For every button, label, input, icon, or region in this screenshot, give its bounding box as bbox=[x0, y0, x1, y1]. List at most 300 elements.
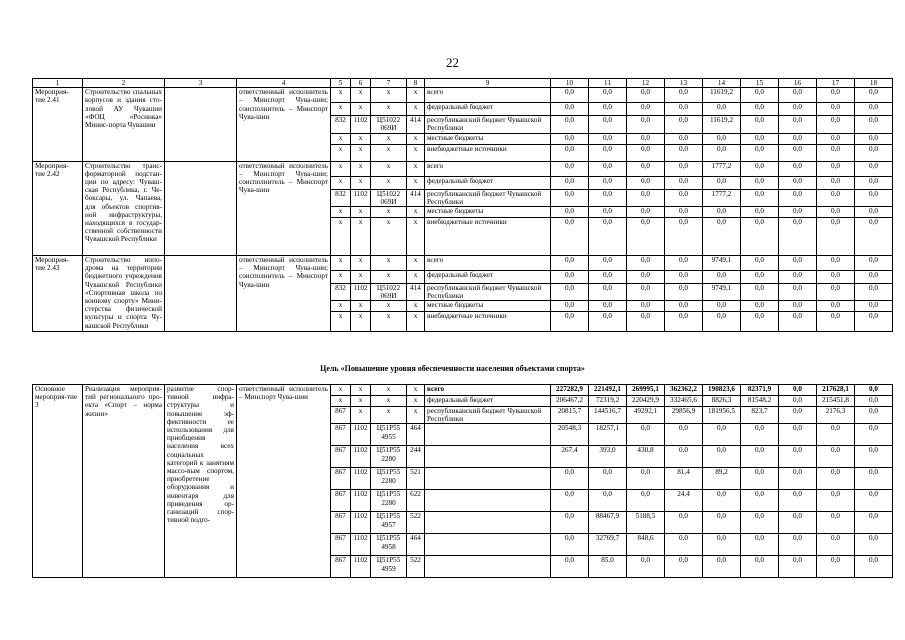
amount-cell: 0,0 bbox=[741, 144, 779, 161]
amount-cell: 0,0 bbox=[817, 446, 855, 468]
expense-type: x bbox=[407, 207, 425, 218]
section-code: x bbox=[351, 312, 371, 332]
column-number: 9 bbox=[425, 79, 551, 88]
amount-cell: 0,0 bbox=[551, 556, 589, 578]
amount-cell: 0,0 bbox=[665, 161, 703, 176]
amount-cell: 267,4 bbox=[551, 446, 589, 468]
grbs-code: 832 bbox=[331, 189, 351, 206]
expense-type: x bbox=[407, 218, 425, 256]
amount-cell: 0,0 bbox=[703, 218, 741, 256]
section-code: 1102 bbox=[351, 284, 371, 301]
amount-cell: 0,0 bbox=[779, 207, 817, 218]
amount-cell: 0,0 bbox=[627, 103, 665, 116]
amount-cell: 0,0 bbox=[703, 490, 741, 512]
column-number: 3 bbox=[165, 79, 237, 88]
main-activity-table bbox=[32, 384, 893, 578]
amount-cell: 0,0 bbox=[551, 103, 589, 116]
expense-type: 414 bbox=[407, 189, 425, 206]
amount-cell: 0,0 bbox=[627, 284, 665, 301]
activity-indicator bbox=[165, 88, 237, 161]
amount-cell: 0,0 bbox=[703, 133, 741, 144]
amount-cell: 2176,3 bbox=[817, 407, 855, 424]
amount-cell: 0,0 bbox=[817, 284, 855, 301]
amount-cell: 0,0 bbox=[627, 144, 665, 161]
amount-cell: 0,0 bbox=[589, 468, 627, 490]
amount-cell: 0,0 bbox=[589, 88, 627, 103]
funding-source: внебюджетные источники bbox=[425, 218, 551, 256]
amount-cell: 215451,8 bbox=[817, 396, 855, 407]
amount-cell: 430,8 bbox=[627, 446, 665, 468]
activities-table bbox=[32, 78, 893, 332]
column-number: 8 bbox=[407, 79, 425, 88]
section-code: 1102 bbox=[351, 116, 371, 133]
amount-cell: 190823,6 bbox=[703, 385, 741, 396]
amount-cell: 0,0 bbox=[779, 88, 817, 103]
column-number: 11 bbox=[589, 79, 627, 88]
amount-cell: 0,0 bbox=[703, 271, 741, 284]
amount-cell: 220429,9 bbox=[627, 396, 665, 407]
grbs-code: x bbox=[331, 144, 351, 161]
expense-type: 522 bbox=[407, 512, 425, 534]
amount-cell: 0,0 bbox=[551, 161, 589, 176]
amount-cell: 0,0 bbox=[665, 88, 703, 103]
expense-type: x bbox=[407, 144, 425, 161]
amount-cell: 0,0 bbox=[665, 103, 703, 116]
funding-source: федеральный бюджет bbox=[425, 176, 551, 189]
grbs-code: x bbox=[331, 256, 351, 271]
grbs-code: 832 bbox=[331, 284, 351, 301]
activity-indicator bbox=[165, 161, 237, 255]
target-article: Ц51Р55 2280 bbox=[371, 468, 407, 490]
amount-cell: 0,0 bbox=[589, 116, 627, 133]
amount-cell: 0,0 bbox=[741, 446, 779, 468]
amount-cell: 0,0 bbox=[817, 133, 855, 144]
amount-cell: 20815,7 bbox=[551, 407, 589, 424]
grbs-code: 867 bbox=[331, 556, 351, 578]
funding-source: всего bbox=[425, 88, 551, 103]
amount-cell: 0,0 bbox=[779, 133, 817, 144]
amount-cell: 0,0 bbox=[665, 133, 703, 144]
amount-cell: 0,0 bbox=[665, 301, 703, 312]
funding-source bbox=[425, 468, 551, 490]
amount-cell: 0,0 bbox=[741, 301, 779, 312]
section-code: 1102 bbox=[351, 490, 371, 512]
amount-cell: 0,0 bbox=[779, 396, 817, 407]
amount-cell: 0,0 bbox=[779, 312, 817, 332]
amount-cell: 0,0 bbox=[627, 218, 665, 256]
amount-cell: 0,0 bbox=[741, 284, 779, 301]
expense-type: 414 bbox=[407, 116, 425, 133]
section-code: 1102 bbox=[351, 189, 371, 206]
amount-cell: 0,0 bbox=[855, 176, 893, 189]
amount-cell: 0,0 bbox=[817, 556, 855, 578]
amount-cell: 0,0 bbox=[589, 490, 627, 512]
amount-cell: 0,0 bbox=[779, 301, 817, 312]
grbs-code: x bbox=[331, 133, 351, 144]
amount-cell: 0,0 bbox=[551, 218, 589, 256]
grbs-code: 832 bbox=[331, 116, 351, 133]
section-code: x bbox=[351, 271, 371, 284]
amount-cell: 85,0 bbox=[589, 556, 627, 578]
amount-cell: 0,0 bbox=[855, 218, 893, 256]
amount-cell: 1777,2 bbox=[703, 161, 741, 176]
section-code: x bbox=[351, 144, 371, 161]
amount-cell: 0,0 bbox=[551, 490, 589, 512]
amount-cell: 0,0 bbox=[741, 116, 779, 133]
expense-type: 464 bbox=[407, 534, 425, 556]
target-article: Ц51022 069И bbox=[371, 116, 407, 133]
amount-cell: 332465,6 bbox=[665, 396, 703, 407]
amount-cell: 0,0 bbox=[817, 207, 855, 218]
expense-type: x bbox=[407, 396, 425, 407]
amount-cell: 0,0 bbox=[627, 468, 665, 490]
column-number: 18 bbox=[855, 79, 893, 88]
amount-cell: 0,0 bbox=[741, 256, 779, 271]
amount-cell: 0,0 bbox=[817, 534, 855, 556]
target-article: x bbox=[371, 88, 407, 103]
amount-cell: 0,0 bbox=[741, 161, 779, 176]
amount-cell: 9749,1 bbox=[703, 256, 741, 271]
grbs-code: x bbox=[331, 396, 351, 407]
column-number: 10 bbox=[551, 79, 589, 88]
section-code: x bbox=[351, 385, 371, 396]
amount-cell: 0,0 bbox=[741, 512, 779, 534]
amount-cell: 0,0 bbox=[665, 176, 703, 189]
amount-cell: 0,0 bbox=[855, 144, 893, 161]
amount-cell: 0,0 bbox=[817, 218, 855, 256]
section-code: x bbox=[351, 88, 371, 103]
activity-id: Мероприя- тие 2.41 bbox=[33, 88, 83, 161]
amount-cell: 0,0 bbox=[589, 189, 627, 206]
target-article: x bbox=[371, 396, 407, 407]
funding-source: федеральный бюджет bbox=[425, 271, 551, 284]
funding-source bbox=[425, 446, 551, 468]
expense-type: x bbox=[407, 103, 425, 116]
funding-source: всего bbox=[425, 256, 551, 271]
amount-cell: 0,0 bbox=[855, 189, 893, 206]
amount-cell: 0,0 bbox=[779, 385, 817, 396]
activity-name: Строительство иппо-дрома на территории бюджетного учреждения Чувашской Республики «Спортивная школа по конному спорту» Мини-стерства физической культуры и спорта Чу-вашской Республики bbox=[83, 256, 165, 332]
amount-cell: 0,0 bbox=[855, 385, 893, 396]
amount-cell: 0,0 bbox=[589, 176, 627, 189]
target-article: Ц51Р55 4957 bbox=[371, 512, 407, 534]
amount-cell: 0,0 bbox=[741, 534, 779, 556]
amount-cell: 0,0 bbox=[779, 116, 817, 133]
activity-name: Реализация мероприя-тий регионального про-екта «Спорт – норма жизни» bbox=[83, 385, 165, 578]
expense-type: x bbox=[407, 133, 425, 144]
grbs-code: x bbox=[331, 271, 351, 284]
funding-source: внебюджетные источники bbox=[425, 312, 551, 332]
section-code: x bbox=[351, 103, 371, 116]
expense-type: x bbox=[407, 385, 425, 396]
funding-source: местные бюджеты bbox=[425, 207, 551, 218]
amount-cell: 0,0 bbox=[589, 161, 627, 176]
amount-cell: 9749,1 bbox=[703, 284, 741, 301]
amount-cell: 0,0 bbox=[703, 424, 741, 446]
amount-cell: 0,0 bbox=[627, 312, 665, 332]
activity-name: Строительство транс-форматорной подстан-ции по адресу: Чуваш-ская Республика, г. Че-боксары, ул. Чапаева, для объектов спортив-ной инфраструктуры, находящихся в государ-ственной собственности Чувашской Республики bbox=[83, 161, 165, 255]
amount-cell: 0,0 bbox=[551, 256, 589, 271]
grbs-code: x bbox=[331, 88, 351, 103]
grbs-code: x bbox=[331, 103, 351, 116]
grbs-code: 867 bbox=[331, 424, 351, 446]
amount-cell: 0,0 bbox=[551, 116, 589, 133]
amount-cell: 0,0 bbox=[589, 271, 627, 284]
amount-cell: 221492,1 bbox=[589, 385, 627, 396]
amount-cell: 0,0 bbox=[665, 116, 703, 133]
amount-cell: 24,4 bbox=[665, 490, 703, 512]
funding-source: республиканский бюджет Чувашской Республики bbox=[425, 189, 551, 206]
funding-source bbox=[425, 512, 551, 534]
table-row bbox=[33, 256, 893, 271]
target-article: x bbox=[371, 207, 407, 218]
amount-cell: 11619,2 bbox=[703, 116, 741, 133]
funding-source: внебюджетные источники bbox=[425, 144, 551, 161]
amount-cell: 823,7 bbox=[741, 407, 779, 424]
amount-cell: 0,0 bbox=[779, 256, 817, 271]
expense-type: x bbox=[407, 176, 425, 189]
amount-cell: 0,0 bbox=[779, 218, 817, 256]
amount-cell: 848,6 bbox=[627, 534, 665, 556]
target-article: Ц51022 069И bbox=[371, 284, 407, 301]
grbs-code: x bbox=[331, 161, 351, 176]
amount-cell: 0,0 bbox=[817, 301, 855, 312]
column-number: 16 bbox=[779, 79, 817, 88]
funding-source: республиканский бюджет Чувашской Республики bbox=[425, 407, 551, 424]
expense-type: 244 bbox=[407, 446, 425, 468]
amount-cell: 0,0 bbox=[855, 284, 893, 301]
funding-source: местные бюджеты bbox=[425, 301, 551, 312]
amount-cell: 0,0 bbox=[779, 271, 817, 284]
grbs-code: 867 bbox=[331, 512, 351, 534]
section-code: x bbox=[351, 407, 371, 424]
amount-cell: 0,0 bbox=[703, 446, 741, 468]
amount-cell: 0,0 bbox=[817, 490, 855, 512]
amount-cell: 0,0 bbox=[589, 218, 627, 256]
amount-cell: 0,0 bbox=[551, 534, 589, 556]
target-article: x bbox=[371, 218, 407, 256]
amount-cell: 0,0 bbox=[741, 103, 779, 116]
column-number: 15 bbox=[741, 79, 779, 88]
amount-cell: 0,0 bbox=[779, 512, 817, 534]
expense-type: 464 bbox=[407, 424, 425, 446]
amount-cell: 0,0 bbox=[855, 301, 893, 312]
grbs-code: 867 bbox=[331, 534, 351, 556]
amount-cell: 0,0 bbox=[741, 88, 779, 103]
expense-type: 622 bbox=[407, 490, 425, 512]
amount-cell: 0,0 bbox=[665, 207, 703, 218]
amount-cell: 0,0 bbox=[665, 312, 703, 332]
amount-cell: 0,0 bbox=[703, 301, 741, 312]
amount-cell: 0,0 bbox=[779, 534, 817, 556]
amount-cell: 0,0 bbox=[703, 103, 741, 116]
activity-id: Мероприя- тие 2.42 bbox=[33, 161, 83, 255]
expense-type: x bbox=[407, 88, 425, 103]
amount-cell: 18257,1 bbox=[589, 424, 627, 446]
activity-name: Строительство спальных корпусов и здания сто-ловой АУ Чувашии «ФОЦ «Росинка» Минис-порта Чувашии bbox=[83, 88, 165, 161]
amount-cell: 0,0 bbox=[855, 88, 893, 103]
amount-cell: 0,0 bbox=[741, 468, 779, 490]
amount-cell: 0,0 bbox=[855, 161, 893, 176]
amount-cell: 0,0 bbox=[779, 189, 817, 206]
expense-type: x bbox=[407, 161, 425, 176]
page-number: 22 bbox=[446, 55, 459, 70]
amount-cell: 0,0 bbox=[817, 468, 855, 490]
column-number: 4 bbox=[237, 79, 331, 88]
amount-cell: 0,0 bbox=[627, 271, 665, 284]
section-code: x bbox=[351, 396, 371, 407]
grbs-code: x bbox=[331, 301, 351, 312]
amount-cell: 0,0 bbox=[855, 133, 893, 144]
funding-source bbox=[425, 490, 551, 512]
amount-cell: 11619,2 bbox=[703, 88, 741, 103]
column-number: 5 bbox=[331, 79, 351, 88]
amount-cell: 0,0 bbox=[589, 312, 627, 332]
section-code: x bbox=[351, 176, 371, 189]
amount-cell: 0,0 bbox=[551, 176, 589, 189]
amount-cell: 217628,1 bbox=[817, 385, 855, 396]
amount-cell: 0,0 bbox=[551, 207, 589, 218]
amount-cell: 0,0 bbox=[779, 144, 817, 161]
target-article: Ц51Р55 2280 bbox=[371, 446, 407, 468]
amount-cell: 0,0 bbox=[779, 161, 817, 176]
target-article: x bbox=[371, 133, 407, 144]
amount-cell: 0,0 bbox=[551, 312, 589, 332]
grbs-code: x bbox=[331, 385, 351, 396]
column-number: 14 bbox=[703, 79, 741, 88]
amount-cell: 0,0 bbox=[817, 103, 855, 116]
amount-cell: 0,0 bbox=[855, 103, 893, 116]
amount-cell: 0,0 bbox=[665, 218, 703, 256]
amount-cell: 0,0 bbox=[627, 256, 665, 271]
expense-type: 522 bbox=[407, 556, 425, 578]
section-code: 1102 bbox=[351, 556, 371, 578]
amount-cell: 0,0 bbox=[817, 88, 855, 103]
amount-cell: 0,0 bbox=[665, 534, 703, 556]
amount-cell: 0,0 bbox=[627, 161, 665, 176]
responsible-party: ответственный исполнитель – Минспорт Чува-шии bbox=[237, 385, 331, 578]
amount-cell: 0,0 bbox=[817, 256, 855, 271]
target-article: x bbox=[371, 103, 407, 116]
activity-indicator: развитие спор-тивной инфра-структуры и повышение эф-фективности ее использования для приобщения населения всех социальных категорий к занятиям массо-вым спортом, приобретение оборудования и инвентаря для приведения ор-ганизаций спор-тивной подго- bbox=[165, 385, 237, 578]
amount-cell: 0,0 bbox=[855, 271, 893, 284]
section-code: x bbox=[351, 161, 371, 176]
target-article: Ц51Р55 4959 bbox=[371, 556, 407, 578]
amount-cell: 0,0 bbox=[741, 490, 779, 512]
expense-type: x bbox=[407, 271, 425, 284]
amount-cell: 72319,2 bbox=[589, 396, 627, 407]
amount-cell: 0,0 bbox=[665, 446, 703, 468]
amount-cell: 0,0 bbox=[855, 407, 893, 424]
goal-heading: Цель «Повышение уровня обеспеченности населения объектами спорта» bbox=[320, 364, 585, 373]
amount-cell: 0,0 bbox=[703, 144, 741, 161]
table-row bbox=[33, 88, 893, 103]
amount-cell: 0,0 bbox=[589, 284, 627, 301]
target-article: Ц51Р55 4955 bbox=[371, 424, 407, 446]
amount-cell: 8826,3 bbox=[703, 396, 741, 407]
amount-cell: 0,0 bbox=[665, 512, 703, 534]
amount-cell: 0,0 bbox=[855, 256, 893, 271]
amount-cell: 0,0 bbox=[855, 512, 893, 534]
column-number: 12 bbox=[627, 79, 665, 88]
section-code: x bbox=[351, 256, 371, 271]
amount-cell: 0,0 bbox=[703, 512, 741, 534]
amount-cell: 0,0 bbox=[665, 144, 703, 161]
amount-cell: 0,0 bbox=[855, 116, 893, 133]
amount-cell: 0,0 bbox=[665, 189, 703, 206]
funding-source bbox=[425, 556, 551, 578]
amount-cell: 88467,9 bbox=[589, 512, 627, 534]
grbs-code: x bbox=[331, 312, 351, 332]
expense-type: 414 bbox=[407, 284, 425, 301]
target-article: Ц51Р55 4958 bbox=[371, 534, 407, 556]
section-code: 1102 bbox=[351, 468, 371, 490]
amount-cell: 1777,2 bbox=[703, 189, 741, 206]
table-row bbox=[33, 385, 893, 396]
amount-cell: 0,0 bbox=[741, 133, 779, 144]
amount-cell: 0,0 bbox=[551, 88, 589, 103]
amount-cell: 0,0 bbox=[817, 189, 855, 206]
target-article: x bbox=[371, 385, 407, 396]
amount-cell: 227282,9 bbox=[551, 385, 589, 396]
amount-cell: 0,0 bbox=[665, 424, 703, 446]
amount-cell: 0,0 bbox=[703, 534, 741, 556]
amount-cell: 0,0 bbox=[589, 103, 627, 116]
amount-cell: 0,0 bbox=[855, 556, 893, 578]
section-code: x bbox=[351, 133, 371, 144]
section-code: 1102 bbox=[351, 534, 371, 556]
amount-cell: 0,0 bbox=[589, 144, 627, 161]
section-code: x bbox=[351, 207, 371, 218]
amount-cell: 0,0 bbox=[627, 189, 665, 206]
responsible-party: ответственный исполнитель – Минспорт Чува-шии; соисполнитель – Минспорт Чува-шии bbox=[237, 161, 331, 255]
amount-cell: 269995,1 bbox=[627, 385, 665, 396]
amount-cell: 0,0 bbox=[741, 424, 779, 446]
target-article: Ц51Р55 2280 bbox=[371, 490, 407, 512]
amount-cell: 0,0 bbox=[551, 144, 589, 161]
section-code: 1102 bbox=[351, 424, 371, 446]
amount-cell: 0,0 bbox=[627, 490, 665, 512]
amount-cell: 0,0 bbox=[817, 144, 855, 161]
column-number: 1 bbox=[33, 79, 83, 88]
column-number: 2 bbox=[83, 79, 165, 88]
amount-cell: 393,0 bbox=[589, 446, 627, 468]
expense-type: x bbox=[407, 312, 425, 332]
amount-cell: 206467,2 bbox=[551, 396, 589, 407]
funding-source bbox=[425, 424, 551, 446]
amount-cell: 0,0 bbox=[817, 161, 855, 176]
amount-cell: 0,0 bbox=[627, 424, 665, 446]
amount-cell: 0,0 bbox=[665, 556, 703, 578]
amount-cell: 20548,3 bbox=[551, 424, 589, 446]
amount-cell: 0,0 bbox=[627, 133, 665, 144]
amount-cell: 0,0 bbox=[703, 312, 741, 332]
amount-cell: 0,0 bbox=[551, 271, 589, 284]
amount-cell: 0,0 bbox=[855, 312, 893, 332]
amount-cell: 0,0 bbox=[665, 284, 703, 301]
activity-id: Основное мероприя-тие 3 bbox=[33, 385, 83, 578]
amount-cell: 0,0 bbox=[779, 490, 817, 512]
grbs-code: 867 bbox=[331, 446, 351, 468]
grbs-code: 867 bbox=[331, 468, 351, 490]
expense-type: x bbox=[407, 301, 425, 312]
amount-cell: 0,0 bbox=[627, 301, 665, 312]
funding-source: республиканский бюджет Чувашской Республики bbox=[425, 116, 551, 133]
activity-indicator bbox=[165, 256, 237, 332]
amount-cell: 0,0 bbox=[817, 176, 855, 189]
amount-cell: 0,0 bbox=[627, 176, 665, 189]
amount-cell: 0,0 bbox=[855, 207, 893, 218]
